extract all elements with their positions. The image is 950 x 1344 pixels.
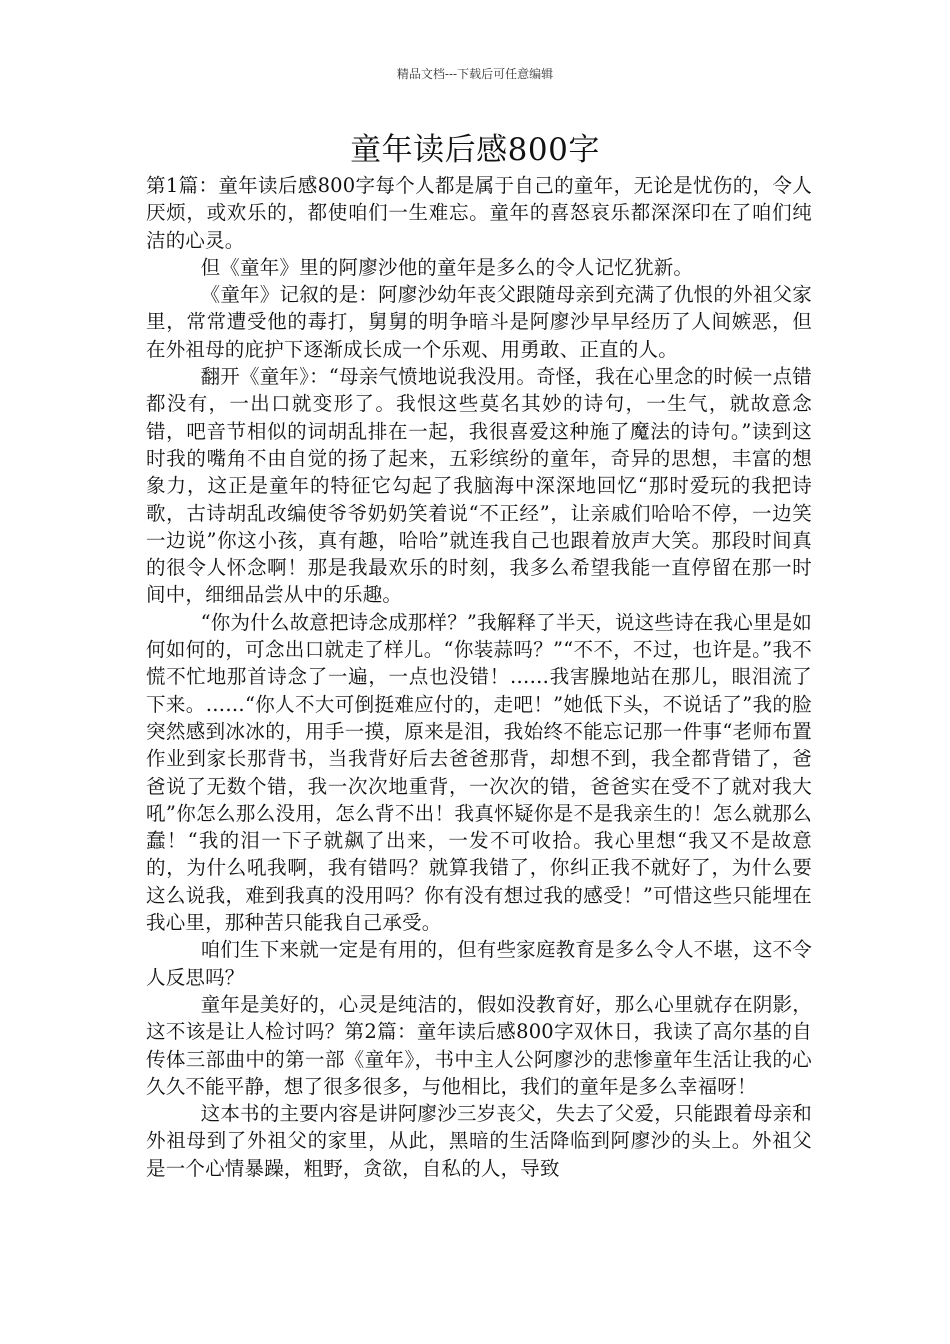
paragraph-3: 《童年》记叙的是：阿廖沙幼年丧父跟随母亲到充满了仇恨的外祖父家里，常常遭受他的毒打，舅舅的明争暗斗是阿廖沙早早经历了人间嫉恶，但在外祖母的庇护下逐渐成长成一个乐观、用勇敢、正直的人。 [146,283,812,361]
paragraph-4: 翻开《童年》：“母亲气愤地说我没用。奇怪，我在心里念的时候一点错都没有，一出口就变形了。我恨这些莫名其妙的诗句，一生气，就故意念错，吧音节相似的词胡乱排在一起，我很喜爱这种施了魔法的诗句。”读到这时我的嘴角不由自觉的扬了起来，五彩缤纷的童年，奇异的思想，丰富的想象力，这正是童年的特征它勾起了我脑海中深深地回忆“那时爱玩的我把诗歌，古诗胡乱改编使爷爷奶奶笑着说“不正经”，让亲戚们哈哈不停，一边笑一边说”你这小孩，真有趣，哈哈”就连我自己也跟着放声大笑。那段时间真的很令人怀念啊！那是我最欢乐的时刻，我多么希望我能一直停留在那一时间中，细细品尝从中的乐趣。 [146,365,812,607]
document-title: 童年读后感800字 [350,132,600,168]
paragraph-1: 第1篇：童年读后感800字每个人都是属于自己的童年，无论是忧伤的，令人厌烦，或欢乐的，都使咱们一生难忘。童年的喜怒哀乐都深深印在了咱们纯洁的心灵。 [146,174,812,252]
page-header: 精品文档---下载后可任意编辑 [396,67,554,81]
paragraph-7: 童年是美好的，心灵是纯洁的，假如没教育好，那么心里就存在阴影，这不该是让人检讨吗？第2篇：童年读后感800字双休日，我读了高尔基的自传体三部曲中的第一部《童年》，书中主人公阿廖沙的悲惨童年生活让我的心久久不能平静，想了很多很多，与他相比，我们的童年是多么幸福呀！ [146,992,812,1098]
paragraph-5: “你为什么故意把诗念成那样？”我解释了半天，说这些诗在我心里是如何如何的，可念出口就走了样儿。“你装蒜吗？”“不不，不过，也许是。”我不慌不忙地那首诗念了一遍，一点也没错！……我害臊地站在那儿，眼泪流了下来。……“你人不大可倒挺难应付的，走吧！”她低下头，不说话了”我的脸突然感到冰冰的，用手一摸，原来是泪，我始终不能忘记那一件事“老师布置作业到家长那背书，当我背好后去爸爸那背，却想不到，我全都背错了，爸爸说了无数个错，我一次次地重背，一次次的错，爸爸实在受不了就对我大吼”你怎么那么没用，怎么背不出！我真怀疑你是不是我亲生的！怎么就那么蠢！“我的泪一下子就飙了出来，一发不可收拾。我心里想“我又不是故意的，为什么吼我啊，我有错吗？就算我错了，你纠正我不就好了，为什么要这么说我，难到我真的没用吗？你有没有想过我的感受！”可惜这些只能埋在我心里，那种苦只能我自己承受。 [146,610,812,935]
paragraph-6: 咱们生下来就一定是有用的，但有些家庭教育是多么令人不堪，这不令人反思吗？ [146,938,812,989]
document-body [146,172,812,1182]
paragraph-8: 这本书的主要内容是讲阿廖沙三岁丧父，失去了父爱，只能跟着母亲和外祖母到了外祖父的家里，从此，黑暗的生活降临到阿廖沙的头上。外祖父是一个心情暴躁，粗野，贪欲，自私的人，导致 [146,1102,812,1180]
paragraph-2: 但《童年》里的阿廖沙他的童年是多么的令人记忆犹新。 [200,255,694,279]
